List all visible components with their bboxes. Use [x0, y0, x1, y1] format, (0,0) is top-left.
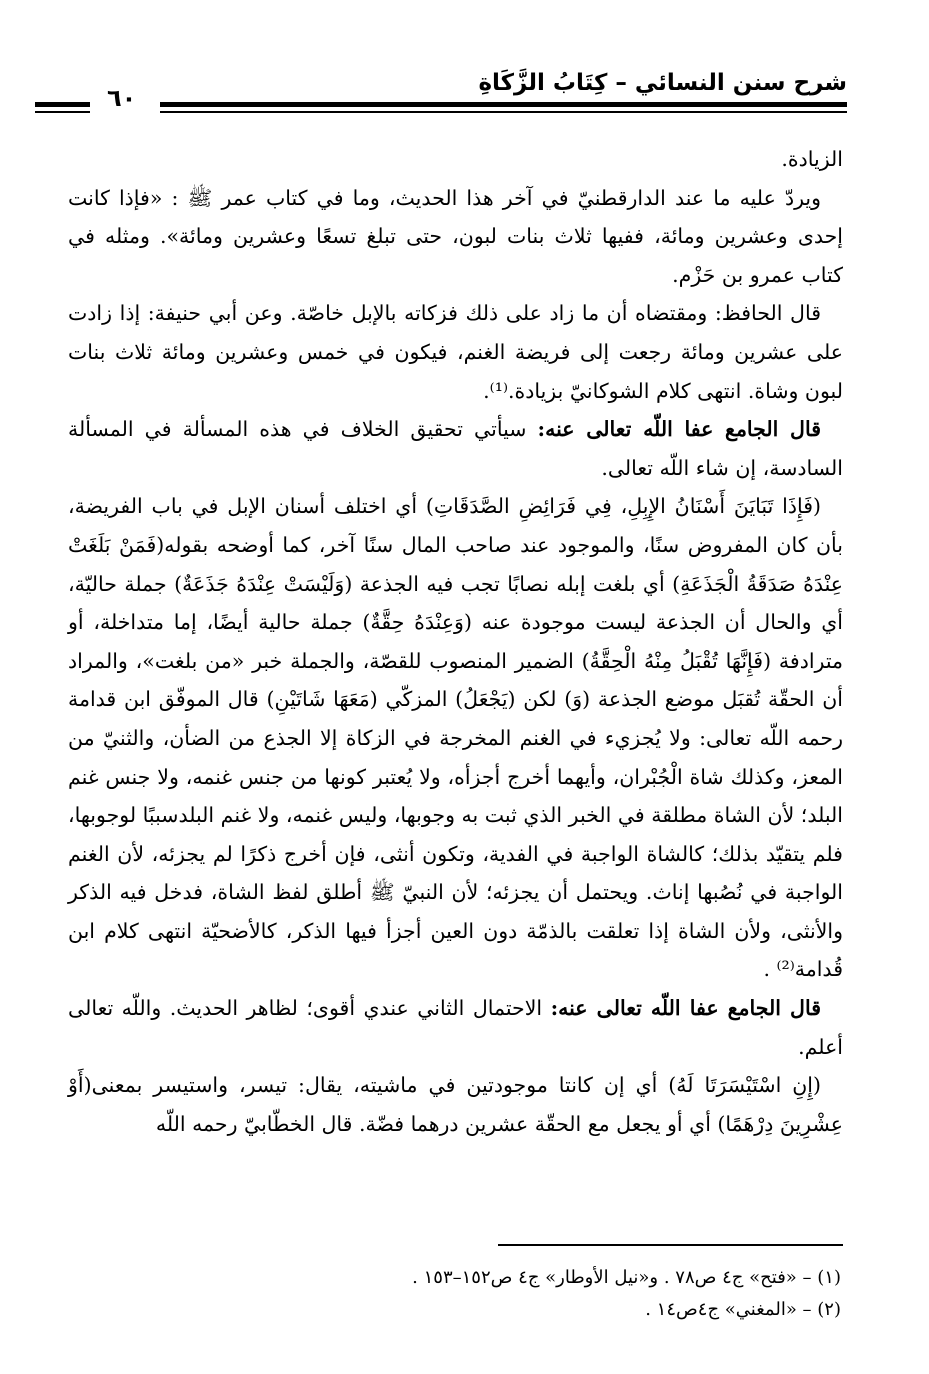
footnote-separator [498, 1244, 843, 1246]
page-number: ٦٠ [107, 84, 137, 112]
paragraph-text: (فَإِذَا تَبَايَنَ أَسْنَانُ الإِبِلِ، فِي فَرَائِضِ الصَّدَقَاتِ) أي اختلف أسنان الإبل في باب الفريضة، بأن كان المفروض سنًا، والموجود عند صاحب المال سنًا آخر، كما أوضحه بقوله(فَمَنْ بَلَغَتْ عِنْدَهُ صَدَقَةُ الْجَذَعَةِ) أي بلغت إبله نصابًا تجب فيه الجذعة (وَلَيْسَتْ عِنْدَهُ جَذَعَةٌ) جملة حاليّة، أي والحال أن الجذعة ليست موجودة عنه (وَعِنْدَهُ حِقَّةٌ) جملة حالية أيضًا، إما متداخلة، أو مترادفة (فَإِنَّهَا تُقْبَلُ مِنْهُ الْحِقَّةُ) الضمير المنصوب للقصّة، والجملة خبر «من بلغت»، والمراد أن الحقّة تُقبَل موضع الجذعة (وَ) لكن (يَجْعَلُ) المزكّي (مَعَهَا شَاتَيْنِ) قال الموفّق ابن قدامة رحمه اللّه تعالى: ولا يُجزيء في الغنم المخرجة في الزكاة إلا الجذع من الضأن، والثنيّ من المعز، وكذلك شاة الْجُبْران، وأيهما أخرج أجزأه، ولا يُعتبر كونها من جنس غنمه، ولا جنس غنم البلد؛ لأن الشاة مطلقة في الخبر الذي ثبت به وجوبها، وليس غنمه، ولا غنم البلدسببًا لوجوبها، فلم يتقيّد بذلك؛ كالشاة الواجبة في الفدية، وتكون أنثى، فإن أخرج ذكرًا لم يجزئه، لأن الغنم الواجبة في نُصُبها إناث. ويحتمل أن يجزئه؛ لأن النبيّ ﷺ أطلق لفظ الشاة، فدخل فيه الذكر والأنثى، ولأن الشاة إذا تعلقت بالذمّة دون العين أجزأ فيها الذكر، كالأضحيّة انتهى كلام ابن قُدامة⁽²⁾ . [68, 494, 843, 982]
footnote: (٢) – «المغني» ج٤ص١٤ . [645, 1299, 841, 1320]
speaker-label: قال الجامع عفا اللّه تعالى عنه: [550, 996, 821, 1021]
paragraph [68, 179, 843, 295]
paragraph [68, 294, 843, 410]
paragraph [68, 140, 843, 179]
paragraph-text: الزيادة. [781, 147, 843, 171]
paragraph-text: ويردّ عليه ما عند الدارقطنيّ في آخر هذا الحديث، وما في كتاب عمر ﷺ : «فإذا كانت إحدى وعشرين ومائة، ففيها ثلاث بنات لبون، حتى تبلغ تسعًا وعشرين ومائة». ومثله في كتاب عمرو بن حَزْم. [68, 185, 843, 287]
page-header [35, 48, 847, 118]
paragraph-text: سيأتي تحقيق الخلاف في هذه المسألة في المسألة السادسة، إن شاء اللّه تعالى. [68, 417, 843, 480]
paragraph [68, 1066, 843, 1143]
paragraph [68, 989, 843, 1066]
speaker-label: قال الجامع عفا اللّه تعالى عنه: [537, 417, 821, 442]
paragraph-text: الاحتمال الثاني عندي أقوى؛ لظاهر الحديث. واللّه تعالى أعلم. [68, 996, 843, 1059]
paragraph-text: قال الحافظ: ومقتضاه أن ما زاد على ذلك فزكاته بالإبل خاصّة. وعن أبي حنيفة: إذا زادت على عشرين ومائة رجعت إلى فريضة الغنم، فيكون في خمس وعشرين ومائة ثلاث بنات لبون وشاة. انتهى كلام الشوكانيّ بزيادة.⁽¹⁾. [68, 301, 843, 403]
paragraph [68, 410, 843, 487]
paragraph [68, 487, 843, 989]
body-text [68, 140, 843, 1143]
footnotes [80, 1262, 841, 1326]
paragraph-text: (إِنِ اسْتَيْسَرَتَا لَهُ) أي إن كانتا موجودتين في ماشيته، يقال: تيسر، واستيسر بمعنى(أَوْ عِشْرِينَ دِرْهَمًا) أي أو يجعل مع الحقّة عشرين درهما فضّة. قال الخطّابيّ رحمه اللّه [68, 1073, 843, 1136]
running-title: شرح سنن النسائي – كِتَابُ الزَّكَاةِ [478, 70, 847, 96]
footnote: (١) – «فتح» ج٤ ص٧٨ . و«نيل الأوطار» ج٤ ص١٥٢–١٥٣ . [412, 1267, 841, 1288]
